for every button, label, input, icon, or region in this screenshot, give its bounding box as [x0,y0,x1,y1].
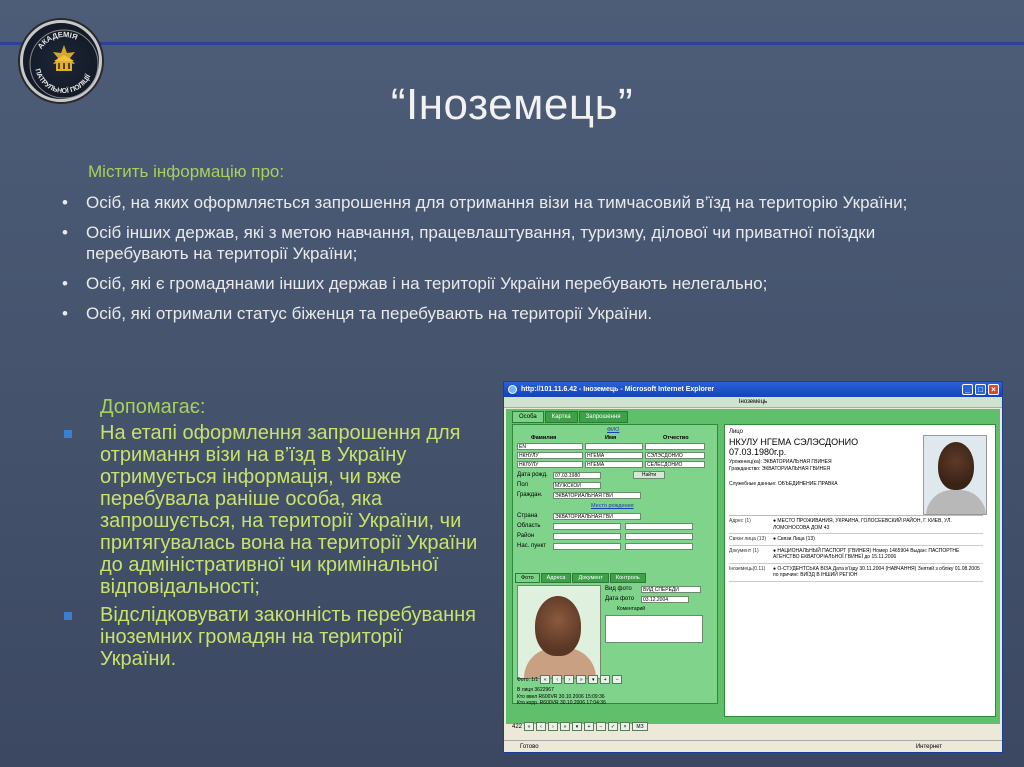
row-key: Документ (1) [729,547,759,554]
table-row [729,534,983,546]
dossier-portrait [923,435,987,515]
mz-button[interactable]: МЗ [632,722,648,731]
main-tabs [512,411,629,423]
district-label: Район [517,533,535,539]
region-field[interactable] [553,523,621,530]
meta-line: Кто ввел R600VR 30.10.2006 15:09:36 [517,693,605,700]
birth-date-field[interactable]: 07.03.1980 [553,472,601,479]
dossier-line: Служебные данные: ОБЪЕДИНЕНИЕ ПРАВКА [729,481,838,487]
name-variant-field[interactable]: НГЕМА [585,452,643,459]
row-value: ● НАЦИОНАЛЬНЫЙ ПАСПОРТ (ГВИНЕЯ) Номер 1465904 Выдан: ПАСПОРТНЕ АГЕНСТВО ЕКВАТОРІАЛЬНОЇ ГВИНЕЇ до 15.11.2006 [773,547,960,560]
app-body [506,409,1000,730]
ie-status-bar [504,740,1002,752]
person-photo [517,585,601,679]
minimize-icon[interactable]: _ [962,384,973,395]
col-head-name: Имя [605,435,617,441]
subtab-addresses[interactable]: Адреса [541,573,572,583]
info-bullet: • Осіб, на яких оформляється запрошення для отримання візи на тимчасовий в’їзд на територію України; [60,192,960,213]
dossier-header: Лицо [729,429,743,435]
photo-type-label: Вид фото [605,586,632,592]
dossier-table [729,515,983,582]
citizenship-select[interactable]: ЭКВАТОРИАЛЬНАЯ ГВИ [553,492,641,499]
ie-window-screenshot [503,381,1003,753]
filter-icon[interactable]: ▾ [572,722,582,731]
search-form-panel [512,424,718,704]
dossier-name: НКУЛУ НГЕМА СЭЛЭСДОНИО [729,437,859,447]
add-icon[interactable]: + [584,722,594,731]
surname-variant-field[interactable]: НКЛУЛУ [517,461,583,468]
country-select[interactable]: ЭКВАТОРИАЛЬНАЯ ГВИ [553,513,641,520]
slide-title: “Іноземець” [390,80,634,129]
name-variant-field[interactable]: НГЕМА [585,461,643,468]
settlement-field-2[interactable] [625,543,693,550]
row-value[interactable]: ● Связи Лица (13) [773,536,815,542]
help-heading: Допомагає: [100,396,206,418]
record-number: 422 [512,723,523,730]
portrait-face [938,442,974,490]
meta-line: Кто корр. R600VR 30.10.2006 17:04:36 [517,700,606,706]
settlement-field[interactable] [553,543,621,550]
patronymic-variant-field[interactable]: СЭЛЭСДОНИО [645,452,705,459]
row-key: Связи лица (13) [729,536,767,542]
app-header: Іноземець [504,397,1002,408]
dossier-dob: 07.03.1980г.р. [729,447,787,457]
patronymic-variant-field[interactable]: СЕЛЕСДОНИО [645,461,705,468]
ie-title-text: http://101.11.6.42 - Іноземець - Microsoft Internet Explorer [521,386,715,393]
info-bullet-list [60,192,960,333]
top-divider-line [0,42,1024,45]
sex-label: Пол [517,482,529,488]
add-icon[interactable]: + [600,675,610,684]
row-value: ● МЕСТО ПРОЖИВАНИЯ, УКРАИНА, ГОЛОСЕЕВСКИЙ РАЙОН, Г. КИЕВ, УЛ. ЛОМОНОСОВА ДОМ 43 [773,518,952,531]
surname-variant-field[interactable]: НКНУЛУ [517,452,583,459]
last-record-icon[interactable]: » [576,675,586,684]
meta-line: В лиця 3622967 [517,687,554,693]
ie-globe-icon [508,385,517,394]
record-nav-bar [512,721,996,732]
svg-text:ПАТРУЛЬНОЇ ПОЛІЦІЇ: ПАТРУЛЬНОЇ ПОЛІЦІЇ [33,68,93,96]
find-button[interactable]: Найти [633,471,665,479]
table-row [729,516,983,534]
fio-section-title: ФИО [607,427,620,433]
help-bullet: На етапі оформлення запрошення для отримання візи на в’їзд в Україну отримується інформація, чи вже перебувала раніше особа, яка запрошується, на території України, чи притягувалась вона на території України до адміністративної чи кримінальної відповідальності; [60,422,480,598]
help-bullet-list [60,422,480,676]
tab-person[interactable]: Особа [512,411,544,423]
birth-date-label: Дата рожд. [517,472,548,478]
photo-date-field[interactable]: 03.12.2004 [641,596,689,603]
ie-titlebar [504,382,1002,397]
remove-icon[interactable]: − [596,722,606,731]
window-controls [962,384,999,395]
help-bullet: Відслідковувати законність перебування іноземних громадян на території України. [60,604,480,670]
col-head-surname: Фамилия [531,435,557,441]
sex-select[interactable]: МУЖСКОЙ [553,482,601,489]
cancel-icon[interactable]: × [620,722,630,731]
region-field-2[interactable] [625,523,693,530]
row-key: Адрес (1) [729,518,751,524]
svg-text:АКАДЕМІЯ: АКАДЕМІЯ [35,29,79,51]
subtab-document[interactable]: Документ [572,573,608,583]
next-record-icon[interactable]: › [564,675,574,684]
photo-date-label: Дата фото [605,596,635,602]
intro-text: Містить інформацію про: [88,162,285,181]
name-field[interactable] [585,443,643,450]
region-label: Область [517,523,541,529]
dossier-line: Уроженец(ка): ЭКВАТОРИАЛЬНАЯ ГВИНЕЯ [729,459,832,465]
comment-label: Коментарий [617,606,646,612]
patronymic-field[interactable] [645,443,705,450]
detail-subtabs [515,573,647,583]
next-record-icon[interactable]: › [548,722,558,731]
photo-type-select[interactable]: ВИД СПЕРЕДИ [641,586,701,593]
remove-icon[interactable]: − [612,675,622,684]
birthplace-section-title: Место рождения [591,503,634,509]
row-value: ● О-СТУДЕНТСЬКА ВІЗА Дата в’їзду 30.11.2004 (НАВЧАННЯ) Знятий з обліку 01.08.2005 по причині: ВИЇЗД В ІНШИЙ РЕГІОН [773,565,980,578]
row-key: Іноземець(0.11) [729,565,766,572]
district-field[interactable] [553,533,621,540]
portrait-shirt [926,490,986,515]
country-label: Страна [517,513,538,519]
first-record-icon[interactable]: « [524,722,534,731]
photo-nav-row [517,675,622,684]
last-record-icon[interactable]: » [560,722,570,731]
subtab-control[interactable]: Контроль [610,573,646,583]
citizenship-label: Граждан. [517,492,543,498]
first-record-icon[interactable]: « [540,675,550,684]
table-row [729,564,983,582]
prev-record-icon[interactable]: ‹ [536,722,546,731]
col-head-patronymic: Отчество [663,435,689,441]
info-bullet: • Осіб, які отримали статус біженця та перебувають на території України. [60,303,960,324]
check-icon[interactable]: ✓ [608,722,618,731]
comment-textarea[interactable] [605,615,703,643]
dossier-line: Гражданство: ЭКВАТОРИАЛЬНАЯ ГВИНЕЯ [729,466,831,472]
filter-icon[interactable]: ▾ [588,675,598,684]
tab-invitation[interactable]: Запрошення [579,411,628,423]
dossier-panel [724,424,996,717]
tab-card[interactable]: Картка [545,411,578,423]
district-field-2[interactable] [625,533,693,540]
status-zone: Интернет [915,744,942,750]
info-bullet: • Осіб інших держав, які з метою навчання, працевлаштування, туризму, ділової чи приватної поїздки перебувають на території України; [60,222,960,264]
info-bullet: • Осіб, які є громадянами інших держав і на території України перебувають нелегально; [60,273,960,294]
surname-field[interactable]: EN [517,443,583,450]
photo-face [535,596,581,656]
close-icon[interactable]: × [988,384,999,395]
prev-record-icon[interactable]: ‹ [552,675,562,684]
table-row [729,546,983,564]
subtab-photo[interactable]: Фото [515,573,540,583]
settlement-label: Нас. пункт [517,543,547,549]
status-text: Готово [520,744,539,750]
photo-counter: Фото: 1/1 [517,676,539,683]
record-meta [517,687,606,707]
maximize-icon[interactable]: □ [975,384,986,395]
